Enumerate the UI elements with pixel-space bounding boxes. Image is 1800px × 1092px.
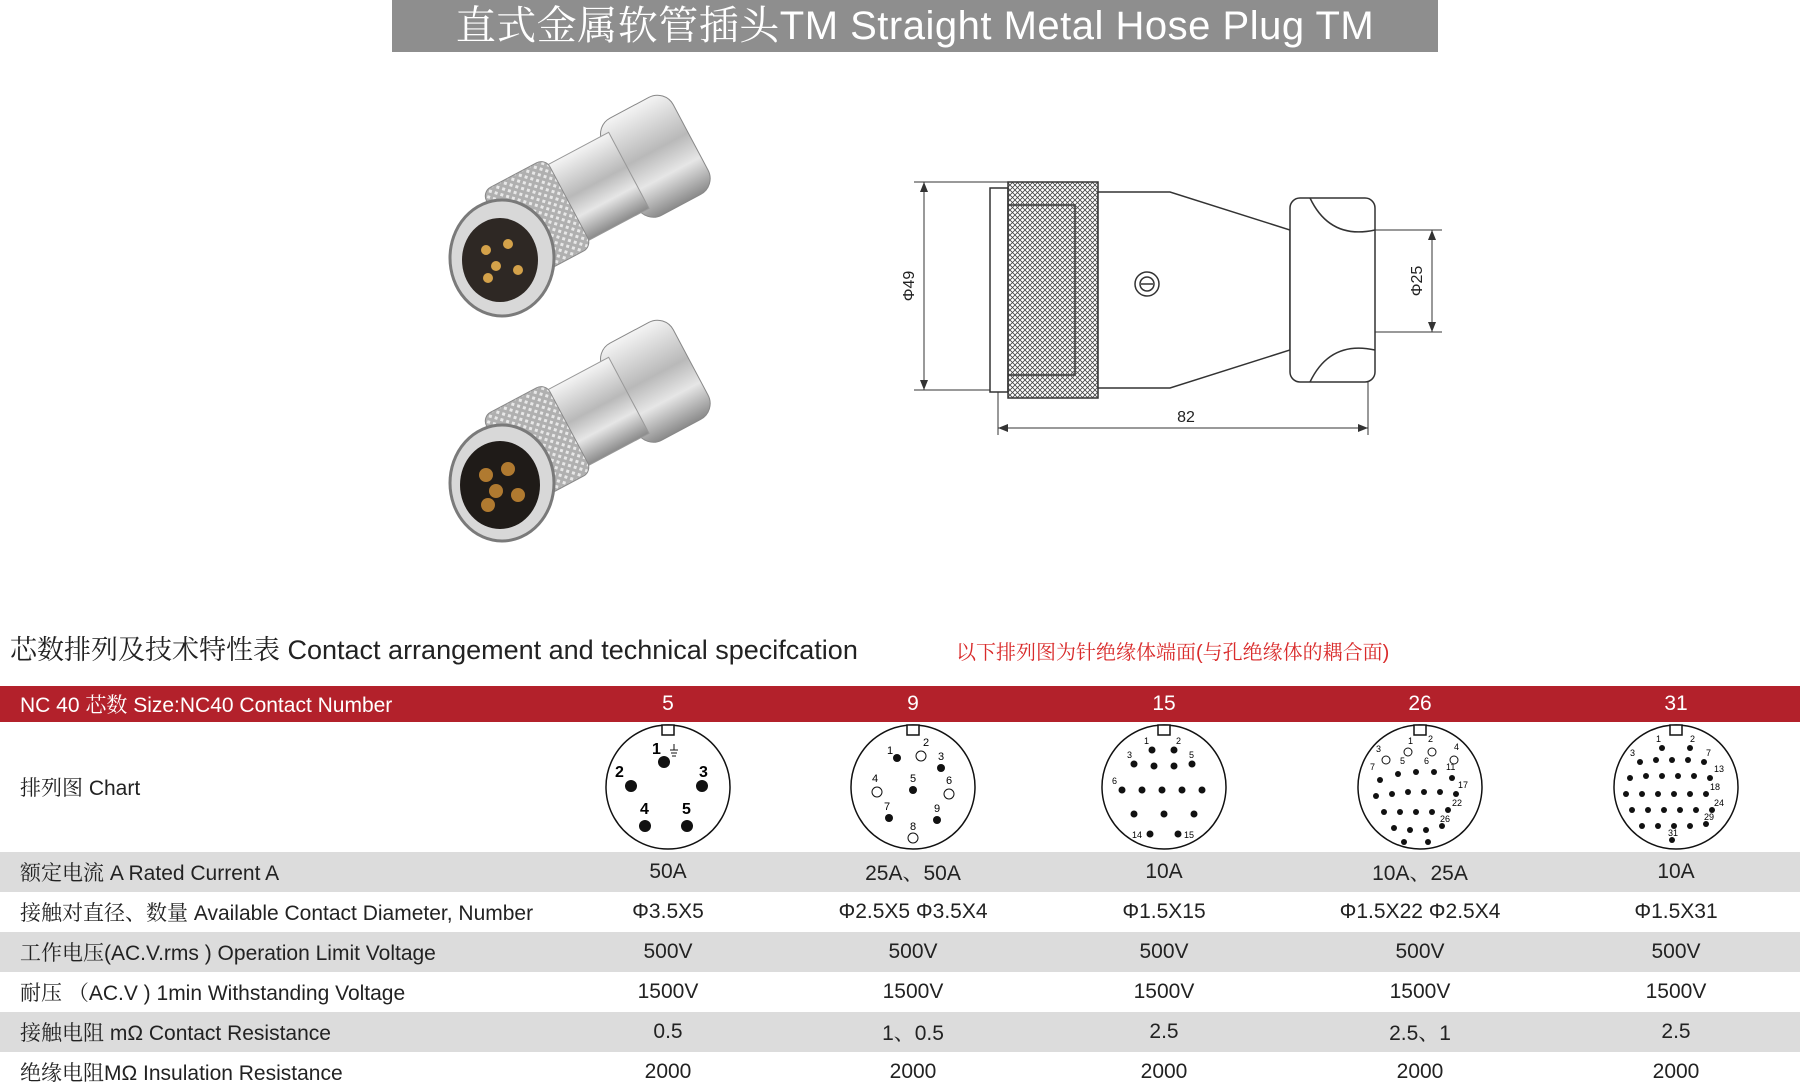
pin-label: 11 <box>1446 762 1456 772</box>
table-cell: 2.5 <box>1149 1020 1179 1043</box>
row-label: 额定电流 A Rated Current A <box>20 862 280 885</box>
table-cell: 25A、50A <box>865 862 961 885</box>
table-cell: 2000 <box>889 1060 937 1083</box>
arrangement-9 <box>833 722 993 852</box>
pin-label: 6 <box>946 775 953 787</box>
pin-label: 3 <box>938 751 945 763</box>
pin-label: 24 <box>1714 798 1725 808</box>
table-cell: 2000 <box>1652 1060 1700 1083</box>
pin-label: 4 <box>1454 742 1460 752</box>
table-cell: 2.5、1 <box>1389 1022 1451 1045</box>
pin-label: 13 <box>1714 764 1725 774</box>
pin-label: 7 <box>1706 748 1712 758</box>
column-header: 26 <box>1408 692 1432 715</box>
table-row <box>0 852 1800 892</box>
arrangement-5 <box>588 722 748 852</box>
plug-photo-socket <box>450 314 716 541</box>
table-cell: 2000 <box>1396 1060 1444 1083</box>
pin-label: 2 <box>1428 734 1434 744</box>
table-header-row <box>0 686 1800 722</box>
pin-label: 3 <box>1127 750 1133 760</box>
pin-label: 7 <box>1370 762 1376 772</box>
row-label: 接触电阻 mΩ Contact Resistance <box>20 1022 331 1045</box>
chart-row <box>0 722 1800 852</box>
table-cell: 1、0.5 <box>882 1022 944 1045</box>
pin-label: 3 <box>1630 748 1636 758</box>
table-cell: 10A <box>1145 860 1183 883</box>
table-row <box>0 1012 1800 1052</box>
pin-label: 3 <box>699 764 708 781</box>
table-cell: Φ1.5X15 <box>1122 900 1206 923</box>
table-cell: 500V <box>1395 940 1445 963</box>
pin-label: 5 <box>682 801 691 818</box>
table-cell: 10A <box>1657 860 1695 883</box>
section-note: 以下排列图为针绝缘体端面(与孔绝缘体的耦合面) <box>956 642 1390 664</box>
row-label: 绝缘电阻MΩ Insulation Resistance <box>20 1062 343 1085</box>
pin-label: 1 <box>1656 734 1662 744</box>
column-header: 5 <box>662 692 674 715</box>
pin-label: 5 <box>910 773 917 785</box>
pin-label: 2 <box>1176 736 1182 746</box>
table-cell: 500V <box>1139 940 1189 963</box>
pin-label: 18 <box>1710 782 1721 792</box>
pin-label: 31 <box>1668 828 1679 838</box>
dim-length-82: 82 <box>1177 409 1195 426</box>
page-title: 直式金属软管插头TM Straight Metal Hose Plug TM <box>392 0 1438 52</box>
table-cell: Φ1.5X22 Φ2.5X4 <box>1339 900 1501 923</box>
plug-photo-pin <box>450 89 716 316</box>
pin-label: 29 <box>1704 812 1715 822</box>
pin-label: 5 <box>1189 750 1195 760</box>
header-label: NC 40 芯数 Size:NC40 Contact Number <box>20 694 393 717</box>
column-header: 15 <box>1152 692 1176 715</box>
pin-label: 3 <box>1376 744 1382 754</box>
dim-diameter-49: Φ49 <box>901 270 918 302</box>
table-cell: 1500V <box>1389 980 1451 1003</box>
row-label: 耐压 （AC.V ) 1min Withstanding Voltage <box>20 982 406 1005</box>
table-cell: 2.5 <box>1661 1020 1691 1043</box>
arrangement-15 <box>1084 722 1244 852</box>
table-row <box>0 892 1800 932</box>
pin-label: 1 <box>887 745 894 757</box>
chart-label: 排列图 Chart <box>20 777 141 800</box>
table-cell: 2000 <box>644 1060 692 1083</box>
pin-label: 1 <box>652 741 661 758</box>
table-cell: 0.5 <box>653 1020 683 1043</box>
pin-label: 15 <box>1184 830 1195 840</box>
dim-diameter-25: Φ25 <box>1409 265 1426 297</box>
pin-label: 9 <box>934 803 941 815</box>
table-cell: 500V <box>888 940 938 963</box>
pin-label: 8 <box>910 821 917 833</box>
table-cell: Φ3.5X5 <box>632 900 704 923</box>
pin-label: 2 <box>1690 734 1696 744</box>
pin-label: 6 <box>1112 776 1118 786</box>
table-cell: 1500V <box>882 980 944 1003</box>
pin-label: 2 <box>923 737 930 749</box>
pin-label: 5 <box>1400 756 1406 766</box>
pin-label: 2 <box>615 764 624 781</box>
row-label: 工作电压(AC.V.rms ) Operation Limit Voltage <box>20 942 436 965</box>
pin-label: 6 <box>1424 756 1430 766</box>
table-cell: 2000 <box>1140 1060 1188 1083</box>
pin-label: 7 <box>884 801 891 813</box>
table-cell: 50A <box>649 860 687 883</box>
table-row <box>0 932 1800 972</box>
row-label: 接触对直径、数量 Available Contact Diameter, Number <box>20 902 534 925</box>
table-row <box>0 1052 1800 1092</box>
pin-label: 26 <box>1440 814 1451 824</box>
table-row <box>0 972 1800 1012</box>
product-photos <box>440 60 770 580</box>
table-cell: 500V <box>643 940 693 963</box>
table-cell: Φ1.5X31 <box>1634 900 1718 923</box>
table-cell: 10A、25A <box>1372 862 1468 885</box>
pin-label: 1 <box>1408 736 1414 746</box>
dimension-drawing <box>880 160 1460 450</box>
table-cell: 1500V <box>1645 980 1707 1003</box>
table-cell: 500V <box>1651 940 1701 963</box>
section-title: 芯数排列及技术特性表 Contact arrangement and technical specifcation <box>10 635 858 665</box>
table-cell: Φ2.5X5 Φ3.5X4 <box>838 900 988 923</box>
column-header: 31 <box>1664 692 1688 715</box>
pin-label: 4 <box>872 773 879 785</box>
pin-label: 14 <box>1132 830 1143 840</box>
column-header: 9 <box>907 692 919 715</box>
table-cell: 1500V <box>1133 980 1195 1003</box>
table-cell: 1500V <box>637 980 699 1003</box>
pin-label: 17 <box>1458 780 1469 790</box>
arrangement-31 <box>1596 722 1756 852</box>
pin-label: 1 <box>1144 736 1150 746</box>
pin-label: 22 <box>1452 798 1463 808</box>
spec-table <box>0 686 1800 1092</box>
arrangement-26 <box>1340 722 1500 852</box>
pin-label: 4 <box>640 801 649 818</box>
